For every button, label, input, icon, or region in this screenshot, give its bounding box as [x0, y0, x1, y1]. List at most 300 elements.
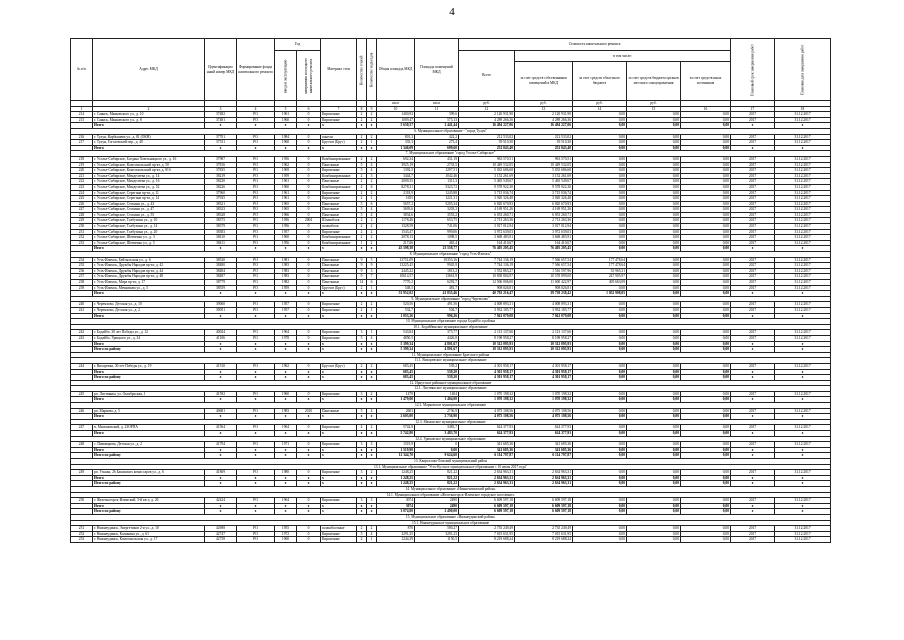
table-cell: х — [731, 447, 775, 453]
table-cell: 221 — [71, 173, 93, 179]
table-cell: х — [321, 509, 357, 515]
table-cell: 237 — [71, 274, 93, 280]
table-cell: 31.12.2017 — [775, 229, 831, 235]
table-cell: 2 — [357, 117, 367, 123]
table-cell: 0,00 — [681, 408, 731, 414]
table-cell: 1961 — [275, 196, 297, 202]
register-table — [70, 38, 831, 543]
table-cell: 0,00 — [681, 184, 731, 190]
capital-repair-register — [70, 38, 830, 543]
table-cell: 0,00 — [681, 391, 731, 397]
table-cell: 2 — [367, 240, 377, 246]
table-cell: 653,75 — [415, 218, 459, 224]
table-cell: 1956 — [275, 224, 297, 230]
table-cell: 2 634 963,31 — [459, 481, 515, 487]
table-cell: х — [297, 313, 321, 319]
table-cell: 3 483,70 — [415, 431, 459, 437]
table-cell: 1956 — [275, 156, 297, 162]
column-number-cell: 6 — [297, 106, 321, 112]
table-cell: 0 — [297, 168, 321, 174]
table-cell: х — [237, 453, 275, 459]
table-cell: 0,00 — [681, 425, 731, 431]
table-cell: г. Усолье-Сибирское, Стопани ул., д. 47 — [93, 207, 205, 213]
table-cell: 9945,9 — [415, 263, 459, 269]
table-cell: 0,00 — [573, 229, 627, 235]
col-num: № п/п — [71, 39, 93, 101]
table-cell: 821,22 — [415, 475, 459, 481]
table-cell: х — [321, 414, 357, 420]
table-cell: х — [731, 503, 775, 509]
table-cell: 0,00 — [573, 156, 627, 162]
table-cell: 3 074,00 — [377, 509, 415, 515]
table-cell: 2017 — [731, 117, 775, 123]
table-cell: х — [775, 431, 831, 437]
column-number-cell: 8 — [357, 106, 367, 112]
table-cell: 0,00 — [681, 335, 731, 341]
column-number-cell: 18 — [775, 106, 831, 112]
table-cell: 0,00 — [627, 285, 681, 291]
table-cell: 9 578 922,30 — [515, 184, 573, 190]
table-cell: РО — [237, 302, 275, 308]
table-cell: х — [275, 145, 297, 151]
table-cell: 0,00 — [681, 369, 731, 375]
table-cell: 2017 — [731, 173, 775, 179]
table-cell: 4 075 108,56 — [459, 408, 515, 414]
table-cell: 580,27 — [415, 526, 459, 532]
table-cell: х — [321, 375, 357, 381]
table-cell: х — [321, 431, 357, 437]
table-cell: 7 744 136,19 — [459, 263, 515, 269]
table-cell: 2017 — [731, 134, 775, 140]
table-cell: Кирпичные — [321, 112, 357, 118]
table-cell: 5 399,34 — [377, 341, 415, 347]
table-cell: 2 — [357, 537, 367, 543]
table-cell: 0 — [297, 442, 321, 448]
table-cell: 0,00 — [627, 179, 681, 185]
table-cell: 4 301 958,17 — [459, 369, 515, 375]
table-cell: 3 668 483,91 — [515, 235, 573, 241]
table-cell: 4 — [357, 425, 367, 431]
table-cell: х — [205, 397, 237, 403]
table-cell: Панельные — [321, 162, 357, 168]
table-cell: 244 — [71, 363, 93, 369]
table-cell: 0,00 — [681, 246, 731, 252]
table-cell: 0,00 — [627, 201, 681, 207]
table-cell: 1 404,00 — [415, 397, 459, 403]
table-cell: 252 043,40 — [515, 145, 573, 151]
table-cell: х — [205, 145, 237, 151]
table-cell: 37987 — [205, 156, 237, 162]
table-cell: 31.12.2017 — [775, 526, 831, 532]
table-cell: 3483,7 — [415, 425, 459, 431]
table-cell: 4 301 958,17 — [459, 375, 515, 381]
table-cell: 1959 — [275, 285, 297, 291]
table-cell: х — [321, 341, 357, 347]
table-cell: 2 634 963,31 — [515, 475, 573, 481]
section-title: 6. Муниципальное образование - "город Тулун" — [71, 128, 831, 134]
table-cell: Кирпичные — [321, 168, 357, 174]
table-cell: 31.12.2017 — [775, 190, 831, 196]
table-cell: 1972 — [275, 531, 297, 537]
table-cell: 0,00 — [627, 274, 681, 280]
table-cell: х — [357, 369, 367, 375]
col-entrances: Количество подъездов — [367, 39, 377, 101]
table-cell: 8 219 688,24 — [515, 537, 573, 543]
table-cell: 31.12.2017 — [775, 280, 831, 286]
table-cell: х — [275, 431, 297, 437]
table-cell: РО — [237, 257, 275, 263]
table-cell: 38480 — [205, 263, 237, 269]
table-cell: х — [731, 453, 775, 459]
table-cell: х — [275, 509, 297, 515]
table-cell: 0,00 — [627, 481, 681, 487]
table-cell: РО — [237, 274, 275, 280]
table-cell: х — [297, 475, 321, 481]
table-cell: х — [237, 447, 275, 453]
table-cell: 0 — [297, 212, 321, 218]
table-cell: 0 — [297, 257, 321, 263]
table-cell: 2017 — [731, 196, 775, 202]
col-regional-budget: за счет средств областного бюджета — [573, 62, 627, 101]
table-cell: 4 801,67 — [415, 347, 459, 353]
table-cell: х — [205, 123, 237, 129]
table-cell: 0,00 — [573, 369, 627, 375]
table-cell: 1 — [367, 307, 377, 313]
column-number-cell: 14 — [573, 106, 627, 112]
table-cell: 3 017 012,94 — [459, 224, 515, 230]
table-cell: 0,00 — [681, 363, 731, 369]
table-cell: г. Усолье-Сибирское, Стопани ул., д. 55 — [93, 212, 205, 218]
table-cell: РО — [237, 173, 275, 179]
table-cell: 7 566 657,54 — [515, 257, 573, 263]
table-cell: 2 — [367, 302, 377, 308]
table-cell: РО — [237, 229, 275, 235]
table-cell: х — [297, 414, 321, 420]
column-number-cell: 13 — [515, 106, 573, 112]
table-cell: 31.12.2017 — [775, 391, 831, 397]
table-cell: х — [775, 246, 831, 252]
table-cell: 0,00 — [627, 453, 681, 459]
table-cell: 0,00 — [627, 442, 681, 448]
table-cell: 0,00 — [573, 447, 627, 453]
table-cell: х — [237, 414, 275, 420]
table-cell: х — [237, 509, 275, 515]
table-cell: 245 — [71, 391, 93, 397]
table-cell: РО — [237, 112, 275, 118]
table-cell: 0 — [297, 235, 321, 241]
table-cell: 341 685,36 — [459, 442, 515, 448]
table-cell: х — [275, 123, 297, 129]
table-cell: 0,00 — [573, 347, 627, 353]
table-cell: х — [357, 145, 367, 151]
table-cell: 0,00 — [627, 363, 681, 369]
table-cell: 0,00 — [681, 414, 731, 420]
table-cell: 2017 — [731, 112, 775, 118]
table-cell: 624 377,93 — [459, 431, 515, 437]
table-cell: 216 — [71, 134, 93, 140]
table-cell: х — [275, 475, 297, 481]
table-cell: 0 — [297, 280, 321, 286]
table-cell: х — [275, 369, 297, 375]
table-cell: 1957 — [275, 307, 297, 313]
table-cell: 5 465 549,67 — [515, 179, 573, 185]
table-cell: 10 449 532,05 — [459, 162, 515, 168]
table-cell: 4850,5 — [377, 335, 415, 341]
table-cell: 0,00 — [627, 246, 681, 252]
table-cell: 2 — [357, 156, 367, 162]
table-cell: 31.12.2017 — [775, 235, 831, 241]
table-cell: х — [205, 375, 237, 381]
table-cell: г. Усолье-Сибирское, Богдана Хмельницкого ул., д. 16 — [93, 156, 205, 162]
table-cell: 0,00 — [681, 162, 731, 168]
table-cell: 3 — [367, 173, 377, 179]
table-cell: 0,00 — [681, 280, 731, 286]
table-cell: 2017 — [731, 302, 775, 308]
table-cell: х — [321, 481, 357, 487]
table-cell: 2078,13 — [377, 235, 415, 241]
table-cell: 0 — [297, 425, 321, 431]
table-cell: г. Усолье-Сибирское, Шевченко ул., д. 5 — [93, 240, 205, 246]
table-cell: 0,00 — [627, 313, 681, 319]
table-cell: 38410 — [205, 235, 237, 241]
table-cell: 3203,3 — [415, 207, 459, 213]
table-cell: 6 609 597,18 — [459, 503, 515, 509]
table-cell: 212 533,02 — [515, 134, 573, 140]
table-cell: х — [357, 453, 367, 459]
table-cell: х — [297, 481, 321, 487]
table-cell: 38323 — [205, 207, 237, 213]
table-cell: 2017 — [731, 330, 775, 336]
table-cell: 0,00 — [573, 431, 627, 437]
table-cell: 5 — [357, 212, 367, 218]
table-cell: х — [731, 397, 775, 403]
table-cell: 2 713 263,36 — [459, 218, 515, 224]
table-cell: 39 510,30 — [515, 140, 573, 146]
table-cell: Панельные — [321, 257, 357, 263]
table-cell: х — [275, 453, 297, 459]
table-cell: 2 — [367, 190, 377, 196]
table-cell: х — [237, 341, 275, 347]
table-cell: 7 744 136,19 — [459, 257, 515, 263]
table-cell: 0,00 — [573, 235, 627, 241]
table-cell: х — [731, 123, 775, 129]
table-cell: 31.12.2017 — [775, 112, 831, 118]
table-cell: 2 441,44 — [415, 123, 459, 129]
table-cell: г. Саянск, Маяковского ул., д. 8 — [93, 117, 205, 123]
table-cell: 6 609 597,18 — [515, 498, 573, 504]
table-cell: 0,00 — [681, 123, 731, 129]
table-cell: 2 — [367, 218, 377, 224]
section-title: 11. Муниципальное образование Братского района — [71, 352, 831, 358]
table-cell: х — [297, 397, 321, 403]
table-cell: х — [237, 123, 275, 129]
section-title: 13.1. Муниципальное образование "Усть-Кутское муниципальное образование с 10 июля 2017 года" — [71, 464, 831, 470]
table-cell: х — [275, 447, 297, 453]
table-cell: 2 — [357, 526, 367, 532]
table-cell: 1956 — [275, 240, 297, 246]
table-cell: 2 — [367, 224, 377, 230]
table-cell: 1 070 198,32 — [459, 391, 515, 397]
table-cell: 1 519,90 — [377, 447, 415, 453]
table-cell: Кирпичные — [321, 307, 357, 313]
table-cell: 0,00 — [627, 184, 681, 190]
table-cell: 14 — [357, 280, 367, 286]
column-number-cell: 1 — [71, 106, 93, 112]
table-cell: РО — [237, 235, 275, 241]
table-cell: х — [731, 375, 775, 381]
table-cell: 2017 — [731, 212, 775, 218]
table-cell: х — [297, 503, 321, 509]
table-cell: 2 — [367, 526, 377, 532]
table-cell: 1009,47 — [377, 117, 415, 123]
table-cell: г. Нижнеудинск, Калинина ул., д. 61 — [93, 531, 205, 537]
table-cell: 0,00 — [627, 235, 681, 241]
table-cell: 13225,45 — [377, 263, 415, 269]
col-fund: Формирование фонда капитального ремонта — [237, 39, 275, 101]
table-cell: г. Усолье-Сибирское, Толбухина ул., д. 14 — [93, 224, 205, 230]
table-cell: 2 634 963,31 — [515, 481, 573, 487]
table-cell: 0,00 — [681, 196, 731, 202]
table-cell: г. Черемхово, Детская ул., д. 2 — [93, 307, 205, 313]
table-cell: 0 — [415, 442, 459, 448]
table-cell: Панельные — [321, 268, 357, 274]
table-cell: 2118,9 — [377, 190, 415, 196]
table-cell: 2017 — [731, 224, 775, 230]
table-cell: х — [205, 291, 237, 297]
table-cell: 239 — [71, 285, 93, 291]
table-cell: 1982 — [275, 280, 297, 286]
table-cell: 0,00 — [627, 196, 681, 202]
table-cell: 3834,6 — [377, 212, 415, 218]
table-cell: 2603 — [377, 408, 415, 414]
table-cell: 1962 — [275, 162, 297, 168]
table-cell: 2 — [357, 196, 367, 202]
table-cell: 683,45 — [377, 363, 415, 369]
table-cell: х — [237, 347, 275, 353]
column-number-cell: 4 — [237, 106, 275, 112]
table-cell: 1042,46 — [415, 173, 459, 179]
table-cell: 683,45 — [377, 369, 415, 375]
unit-cell: руб. — [573, 101, 627, 107]
table-cell: Брусчат (Брус) — [321, 363, 357, 369]
col-including: в том числе: — [515, 51, 731, 62]
table-cell: 252 — [71, 531, 93, 537]
table-cell: 7770,2 — [377, 280, 415, 286]
table-cell: Кирпичные — [321, 425, 357, 431]
table-cell: РО — [237, 330, 275, 336]
table-cell: 0,00 — [573, 184, 627, 190]
table-cell: 10 838 804,97 — [459, 274, 515, 280]
table-cell: х — [275, 397, 297, 403]
table-cell: 235 — [71, 263, 93, 269]
section-title: 12.2. Марковское муниципальное образование — [71, 403, 831, 409]
table-cell: 0,00 — [627, 347, 681, 353]
table-cell: х — [357, 397, 367, 403]
table-cell: 6 609 597,18 — [459, 498, 515, 504]
table-cell: х — [775, 123, 831, 129]
table-cell: х — [357, 431, 367, 437]
table-cell: 0,00 — [573, 246, 627, 252]
table-cell: РО — [237, 363, 275, 369]
table-cell: 42758 — [205, 537, 237, 543]
table-cell: 2017 — [731, 268, 775, 274]
table-cell: 0,00 — [627, 498, 681, 504]
table-cell: 2733,5 — [415, 162, 459, 168]
table-cell: х — [297, 145, 321, 151]
table-cell: Итого — [93, 246, 205, 252]
table-cell: Итого — [93, 313, 205, 319]
table-cell: 5323,72 — [415, 184, 459, 190]
table-cell: 0,00 — [681, 168, 731, 174]
table-cell: 5 — [357, 162, 367, 168]
table-cell: 222 — [71, 179, 93, 185]
table-cell: 0,00 — [681, 313, 731, 319]
table-cell: 5 — [357, 201, 367, 207]
table-cell: 5 465 549,67 — [459, 179, 515, 185]
table-cell: х — [237, 481, 275, 487]
table-cell: 520,56 — [377, 302, 415, 308]
table-cell: 0,00 — [627, 341, 681, 347]
table-cell: х — [205, 475, 237, 481]
table-cell: 0,00 — [573, 190, 627, 196]
table-cell: Итого — [93, 503, 205, 509]
table-cell: 3291,23 — [415, 531, 459, 537]
table-cell: 3693,6 — [377, 207, 415, 213]
table-cell: 532,7 — [377, 307, 415, 313]
table-cell: Кирпичные — [321, 117, 357, 123]
section-title: 14.1. Муниципальное образование «Железногорск-Илимское городское поселение» — [71, 492, 831, 498]
table-cell: шлакоблочные — [321, 526, 357, 532]
table-cell: х — [775, 145, 831, 151]
table-cell: 375,77 — [415, 330, 459, 336]
table-cell: 504,7 — [415, 307, 459, 313]
table-cell: 0,00 — [573, 503, 627, 509]
table-cell: РО — [237, 307, 275, 313]
table-cell: 0,00 — [681, 307, 731, 313]
table-cell: г. Усолье-Сибирское, Толбухина ул., д. 10 — [93, 218, 205, 224]
table-cell: 0,00 — [573, 117, 627, 123]
table-cell: 39 510,30 — [459, 140, 515, 146]
table-cell: 31.12.2017 — [775, 425, 831, 431]
table-cell: 3 920 326,48 — [515, 196, 573, 202]
table-cell: 4 301 958,17 — [515, 375, 573, 381]
table-cell: 999,06 — [415, 229, 459, 235]
table-cell: 9 — [357, 257, 367, 263]
table-cell: 1983 — [275, 263, 297, 269]
table-cell: Итого — [93, 397, 205, 403]
table-cell: 0,00 — [573, 302, 627, 308]
table-cell: РО — [237, 179, 275, 185]
col-total-area: Общая площадь МКД — [377, 39, 415, 101]
col-material: Материал стен — [321, 39, 357, 101]
table-cell: 1961 — [275, 190, 297, 196]
table-cell: 0,00 — [573, 330, 627, 336]
table-cell: 2017 — [731, 408, 775, 414]
table-cell: 38559 — [205, 285, 237, 291]
table-cell: х — [205, 481, 237, 487]
table-cell: 0,00 — [627, 431, 681, 437]
table-cell: 1981 — [275, 257, 297, 263]
table-cell: 0,00 — [573, 408, 627, 414]
table-cell: 1655 — [377, 196, 415, 202]
table-cell: 0,00 — [573, 285, 627, 291]
table-cell: х — [205, 341, 237, 347]
table-cell: 624 377,93 — [515, 431, 573, 437]
table-cell: 10 578 899,00 — [515, 274, 573, 280]
table-cell: х — [275, 291, 297, 297]
table-cell: 0,00 — [681, 140, 731, 146]
section-title: 12. Иркутское районное муниципальное образование — [71, 380, 831, 386]
